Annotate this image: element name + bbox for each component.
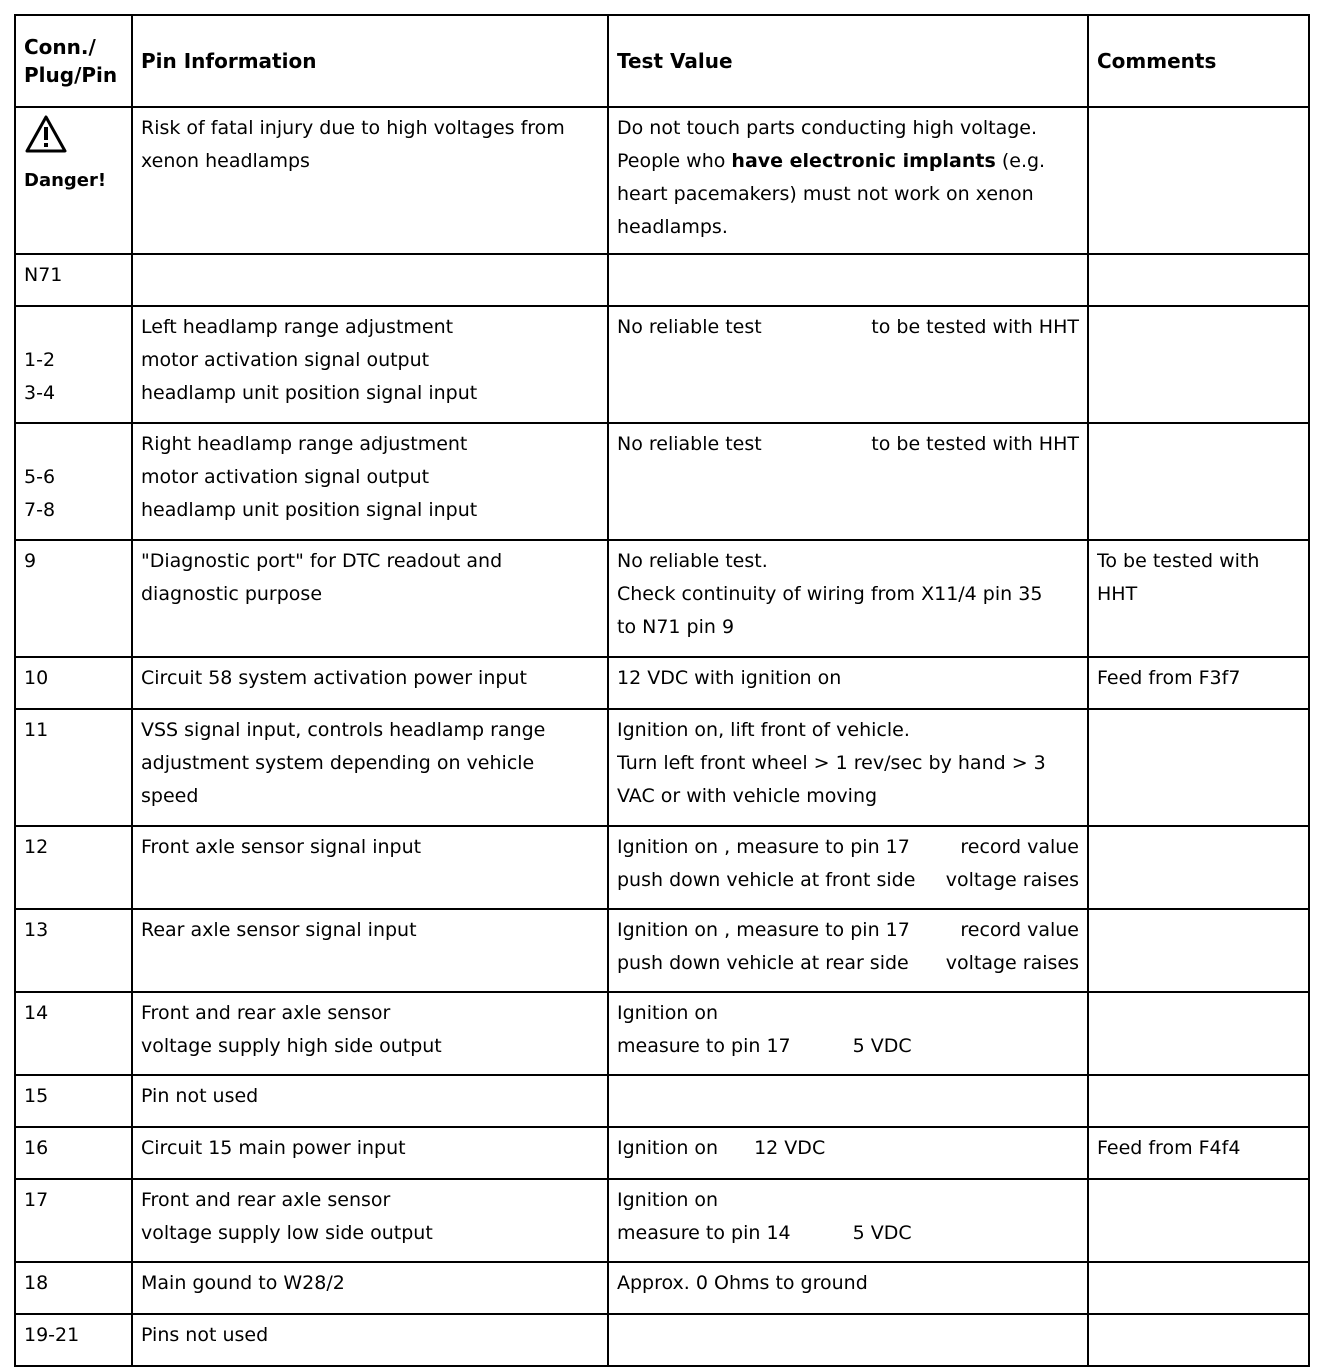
comment-cell — [1088, 1262, 1309, 1314]
comment-line: HHT — [1097, 583, 1138, 605]
info-cell — [132, 540, 608, 657]
comment-cell — [1088, 909, 1309, 992]
test-cell — [608, 1127, 1088, 1179]
test-text: record value — [960, 836, 1079, 858]
header-pin-information: Pin Information — [132, 15, 608, 107]
test-cell — [608, 1314, 1088, 1366]
test-cell — [608, 709, 1088, 826]
comment-cell — [1088, 306, 1309, 423]
danger-label: Danger! — [24, 170, 107, 191]
pin-line: 3-4 — [24, 382, 56, 404]
test-line: VAC or with vehicle moving — [617, 785, 878, 807]
test-line — [617, 864, 1079, 897]
info-line: headlamp unit position signal input — [141, 499, 478, 521]
test-line: to N71 pin 9 — [617, 616, 735, 638]
danger-test-text: People who — [617, 150, 732, 172]
test-cell — [608, 254, 1088, 306]
test-cell: 12 VDC with ignition on — [608, 657, 1088, 709]
pin-cell: 18 — [15, 1262, 132, 1314]
info-cell: Main gound to W28/2 — [132, 1262, 608, 1314]
test-text: 5 VDC — [852, 1222, 912, 1244]
info-cell: Front axle sensor signal input — [132, 826, 608, 909]
test-line — [617, 1217, 1079, 1250]
test-line: Check continuity of wiring from X11/4 pin 35 — [617, 583, 1043, 605]
table-row-pin-12 — [15, 826, 1309, 909]
header-conn-plug-pin — [15, 15, 132, 107]
info-cell — [132, 423, 608, 540]
test-text: Ignition on — [617, 1137, 719, 1159]
header-conn-line2: Plug/Pin — [24, 63, 118, 87]
test-line — [617, 914, 1079, 947]
pin-cell: 10 — [15, 657, 132, 709]
pin-cell: 13 — [15, 909, 132, 992]
test-line: Turn left front wheel > 1 rev/sec by hand > 3 — [617, 752, 1046, 774]
info-line: Right headlamp range adjustment — [141, 433, 468, 455]
test-line — [617, 1030, 1079, 1063]
test-cell — [608, 1179, 1088, 1262]
info-line: voltage supply low side output — [141, 1222, 433, 1244]
table-row-n71 — [15, 254, 1309, 306]
test-text: voltage raises — [945, 952, 1079, 974]
pin-assignment-sheet — [14, 14, 1308, 1367]
info-line: Front and rear axle sensor — [141, 1189, 391, 1211]
info-line: Front and rear axle sensor — [141, 1002, 391, 1024]
header-conn-line1: Conn./ — [24, 35, 96, 59]
pin-cell — [15, 423, 132, 540]
comment-cell: Feed from F3f7 — [1088, 657, 1309, 709]
test-line: Ignition on — [617, 1189, 719, 1211]
info-line: speed — [141, 785, 199, 807]
spacer — [24, 311, 123, 344]
pin-cell: N71 — [15, 254, 132, 306]
test-text: to be tested with HHT — [871, 316, 1079, 338]
comment-line: To be tested with — [1097, 550, 1260, 572]
comment-cell — [1088, 709, 1309, 826]
test-line — [617, 831, 1079, 864]
header-test-value: Test Value — [608, 15, 1088, 107]
comment-cell — [1088, 1075, 1309, 1127]
test-text: No reliable test — [617, 316, 762, 338]
comment-cell — [1088, 1314, 1309, 1366]
pin-cell — [15, 306, 132, 423]
danger-test-cell — [608, 107, 1088, 254]
table-row-pin-10 — [15, 657, 1309, 709]
test-cell — [608, 423, 1088, 540]
table-row-pin-14 — [15, 992, 1309, 1075]
table-row-left-headlamp — [15, 306, 1309, 423]
table-row-pin-15 — [15, 1075, 1309, 1127]
pin-cell: 16 — [15, 1127, 132, 1179]
info-cell: Rear axle sensor signal input — [132, 909, 608, 992]
danger-test-emphasis: have electronic implants — [731, 150, 996, 172]
info-line: "Diagnostic port" for DTC readout and — [141, 550, 503, 572]
comment-cell — [1088, 423, 1309, 540]
pin-line: 1-2 — [24, 349, 56, 371]
info-cell: Pin not used — [132, 1075, 608, 1127]
danger-test-text: (e.g. — [995, 150, 1046, 172]
info-cell — [132, 254, 608, 306]
test-text: No reliable test — [617, 433, 762, 455]
test-cell — [608, 909, 1088, 992]
comment-cell — [1088, 540, 1309, 657]
pin-assignment-table — [14, 14, 1310, 1367]
table-header-row — [15, 15, 1309, 107]
test-text: push down vehicle at rear side — [617, 952, 909, 974]
pin-cell: 11 — [15, 709, 132, 826]
info-cell: Pins not used — [132, 1314, 608, 1366]
info-line: diagnostic purpose — [141, 583, 323, 605]
test-cell — [608, 306, 1088, 423]
info-cell — [132, 1179, 608, 1262]
test-line — [617, 428, 1079, 461]
test-cell — [608, 992, 1088, 1075]
info-cell: Circuit 58 system activation power input — [132, 657, 608, 709]
test-text: voltage raises — [945, 869, 1079, 891]
table-row-right-headlamp — [15, 423, 1309, 540]
header-comments: Comments — [1088, 15, 1309, 107]
comment-cell — [1088, 254, 1309, 306]
test-line: Ignition on, lift front of vehicle. — [617, 719, 910, 741]
info-line: VSS signal input, controls headlamp range — [141, 719, 546, 741]
test-line: No reliable test. — [617, 550, 768, 572]
comment-cell: Feed from F4f4 — [1088, 1127, 1309, 1179]
pin-cell: 9 — [15, 540, 132, 657]
spacer — [24, 428, 123, 461]
test-line — [617, 947, 1079, 980]
danger-comment-cell — [1088, 107, 1309, 254]
table-row-pin-19-21 — [15, 1314, 1309, 1366]
pin-line: 5-6 — [24, 466, 56, 488]
test-text: record value — [960, 919, 1079, 941]
comment-cell — [1088, 826, 1309, 909]
test-line — [617, 311, 1079, 344]
danger-test-line: heart pacemakers) must not work on xenon — [617, 183, 1034, 205]
pin-cell: 14 — [15, 992, 132, 1075]
table-row-pin-16 — [15, 1127, 1309, 1179]
test-line: Ignition on — [617, 1002, 719, 1024]
table-row-pin-11 — [15, 709, 1309, 826]
test-text: measure to pin 17 — [617, 1035, 791, 1057]
info-line: motor activation signal output — [141, 466, 430, 488]
danger-test-line — [617, 145, 1079, 178]
test-cell — [608, 1075, 1088, 1127]
comment-cell — [1088, 992, 1309, 1075]
table-row-danger — [15, 107, 1309, 254]
table-row-pin-13 — [15, 909, 1309, 992]
test-text: 12 VDC — [754, 1137, 826, 1159]
table-row-pin-17 — [15, 1179, 1309, 1262]
pin-cell: 12 — [15, 826, 132, 909]
danger-test-line: Do not touch parts conducting high voltage. — [617, 117, 1038, 139]
pin-line: 7-8 — [24, 499, 56, 521]
test-cell — [608, 826, 1088, 909]
danger-cell — [15, 107, 132, 254]
info-cell — [132, 306, 608, 423]
test-text: to be tested with HHT — [871, 433, 1079, 455]
test-text: measure to pin 14 — [617, 1222, 791, 1244]
danger-info-line: xenon headlamps — [141, 150, 310, 172]
test-text: Ignition on , measure to pin 17 — [617, 836, 910, 858]
info-line: headlamp unit position signal input — [141, 382, 478, 404]
danger-info-line: Risk of fatal injury due to high voltages from — [141, 117, 565, 139]
info-cell — [132, 709, 608, 826]
info-line: motor activation signal output — [141, 349, 430, 371]
info-line: adjustment system depending on vehicle — [141, 752, 535, 774]
info-line: Left headlamp range adjustment — [141, 316, 454, 338]
warning-triangle-icon — [24, 114, 68, 154]
test-text: push down vehicle at front side — [617, 869, 916, 891]
test-cell — [608, 540, 1088, 657]
info-line: voltage supply high side output — [141, 1035, 442, 1057]
pin-cell: 19-21 — [15, 1314, 132, 1366]
danger-info-cell — [132, 107, 608, 254]
test-text: 5 VDC — [852, 1035, 912, 1057]
comment-cell — [1088, 1179, 1309, 1262]
test-line — [617, 1132, 1079, 1165]
info-cell: Circuit 15 main power input — [132, 1127, 608, 1179]
danger-test-line: headlamps. — [617, 216, 728, 238]
table-row-pin-18 — [15, 1262, 1309, 1314]
pin-cell: 15 — [15, 1075, 132, 1127]
pin-cell: 17 — [15, 1179, 132, 1262]
table-row-pin-9 — [15, 540, 1309, 657]
info-cell — [132, 992, 608, 1075]
test-text: Ignition on , measure to pin 17 — [617, 919, 910, 941]
test-cell: Approx. 0 Ohms to ground — [608, 1262, 1088, 1314]
